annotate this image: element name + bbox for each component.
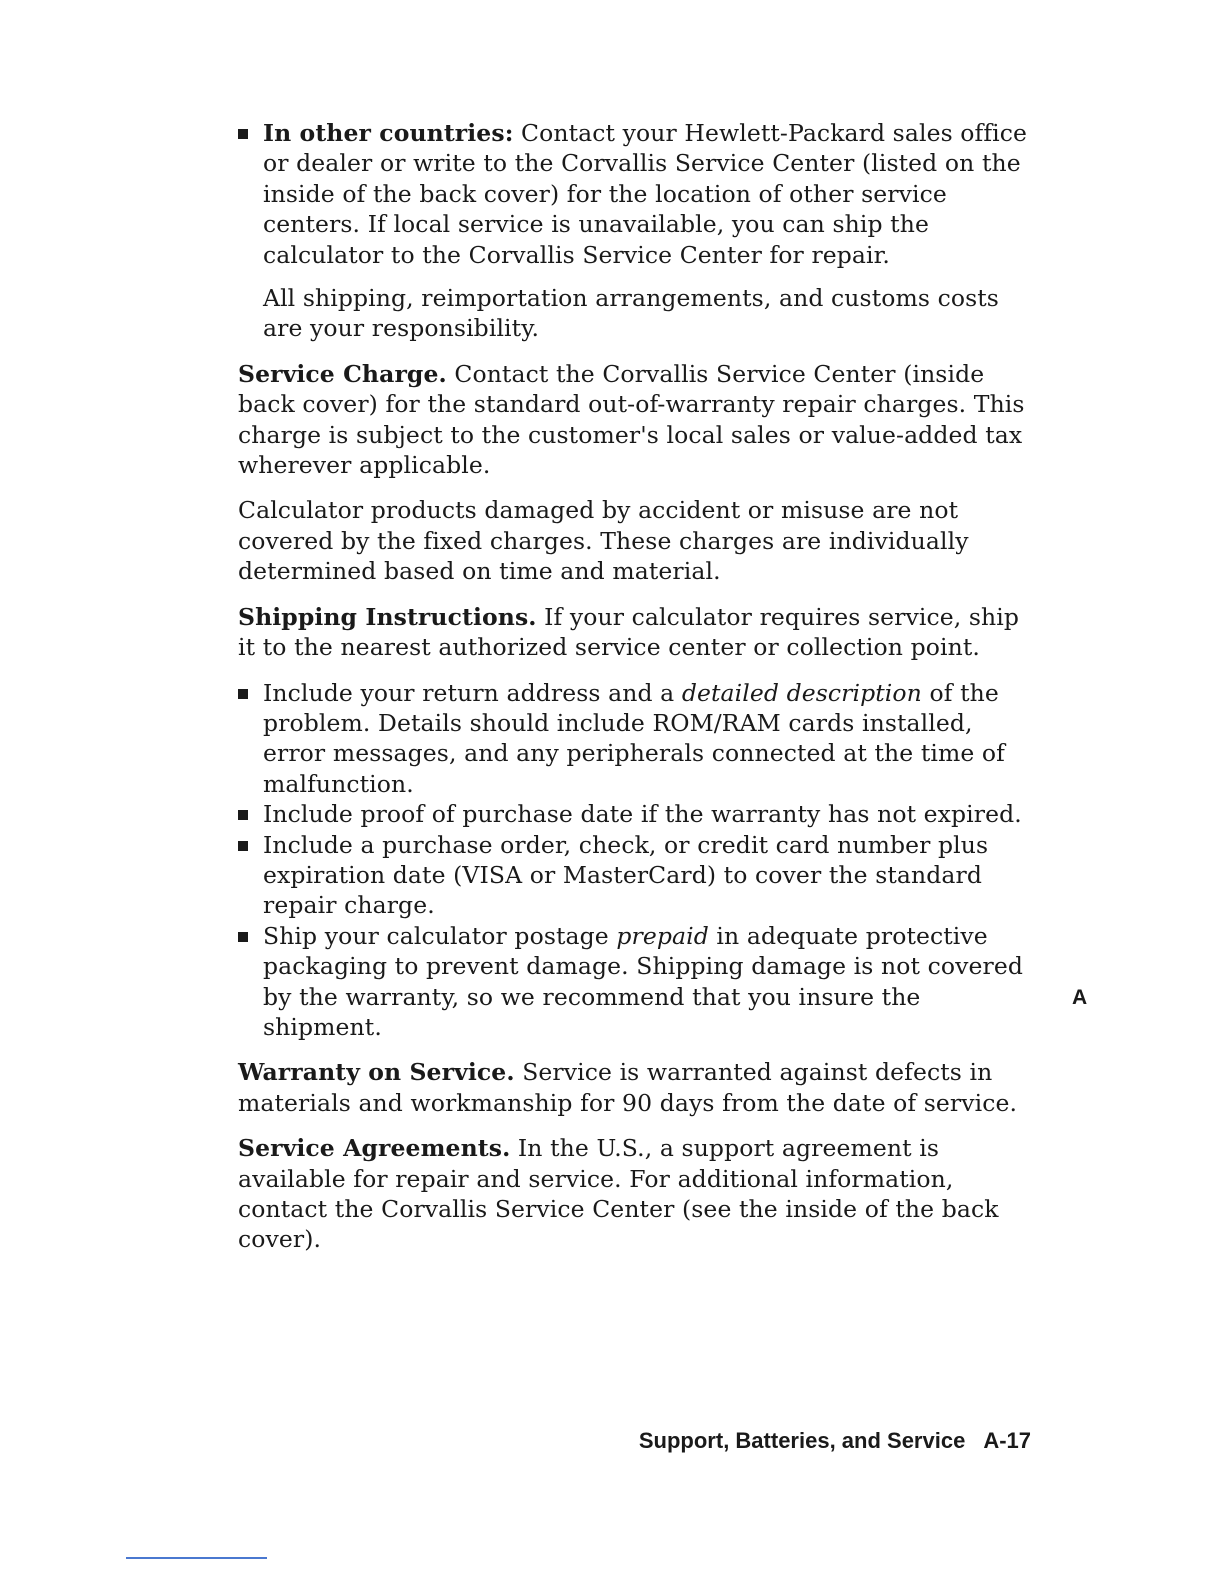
service-agreements-text: In the U.S., a support agreement is available for repair and service. For additional information, contact the Corvallis Service Center (see the inside of the back cover). [238, 1134, 999, 1254]
footer-rule [126, 1557, 267, 1559]
list-item: Include your return address and a detailed description of the problem. Details should include ROM/RAM cards installed, error messages, and any peripherals connected at the time of malfunction. [238, 678, 1038, 800]
page-footer [639, 1428, 1031, 1454]
page-body [238, 118, 1038, 1270]
service-charge-paragraph [238, 359, 1038, 481]
service-charge-heading: Service Charge. [238, 359, 447, 388]
other-countries-heading: In other countries: [263, 119, 514, 147]
emphasis: detailed description [681, 678, 922, 707]
list-item: Ship your calculator postage prepaid in adequate protective packaging to prevent damage. Shipping damage is not covered by the warranty, so we recommend that you insure the shipment. [238, 921, 1038, 1043]
other-countries-text: Contact your Hewlett-Packard sales office or dealer or write to the Corvallis Service Center (listed on the inside of the back cover) for the location of other service centers. If local service is unavailable, you can ship the calculator to the Corvallis Service Center for repair. [263, 119, 1028, 269]
list-item: Include proof of purchase date if the warranty has not expired. [238, 799, 1038, 829]
list-item: Include a purchase order, check, or credit card number plus expiration date (VISA or MasterCard) to cover the standard repair charge. [238, 830, 1038, 921]
shipping-instructions-paragraph [238, 602, 1038, 663]
list-item [238, 118, 1038, 270]
appendix-tab-letter: A [1072, 986, 1088, 1009]
shipping-instructions-heading: Shipping Instructions. [238, 602, 537, 631]
shipping-instructions-text: If your calculator requires service, ship it to the nearest authorized service center or collection point. [238, 602, 1020, 662]
other-countries-list [238, 118, 1038, 270]
emphasis: prepaid [616, 921, 709, 950]
service-agreements-heading: Service Agreements. [238, 1134, 511, 1163]
page-number: A-17 [983, 1428, 1031, 1453]
shipping-instructions-list [238, 678, 1038, 1043]
footer-section-title: Support, Batteries, and Service [638, 1428, 966, 1453]
shipping-costs-note: All shipping, reimportation arrangements, and customs costs are your responsibility. [263, 284, 999, 343]
damage-note-paragraph: Calculator products damaged by accident or misuse are not covered by the fixed charges. These charges are individually determined based on time and material. [238, 496, 969, 586]
service-agreements-paragraph [238, 1133, 1038, 1255]
warranty-text: Service is warranted against defects in materials and workmanship for 90 days from the date of service. [238, 1058, 1018, 1117]
warranty-heading: Warranty on Service. [238, 1058, 515, 1087]
warranty-paragraph [238, 1057, 1038, 1118]
service-charge-text: Contact the Corvallis Service Center (inside back cover) for the standard out-of-warranty repair charges. This charge is subject to the customer's local sales or value-added tax wherever applicable. [238, 359, 1025, 480]
